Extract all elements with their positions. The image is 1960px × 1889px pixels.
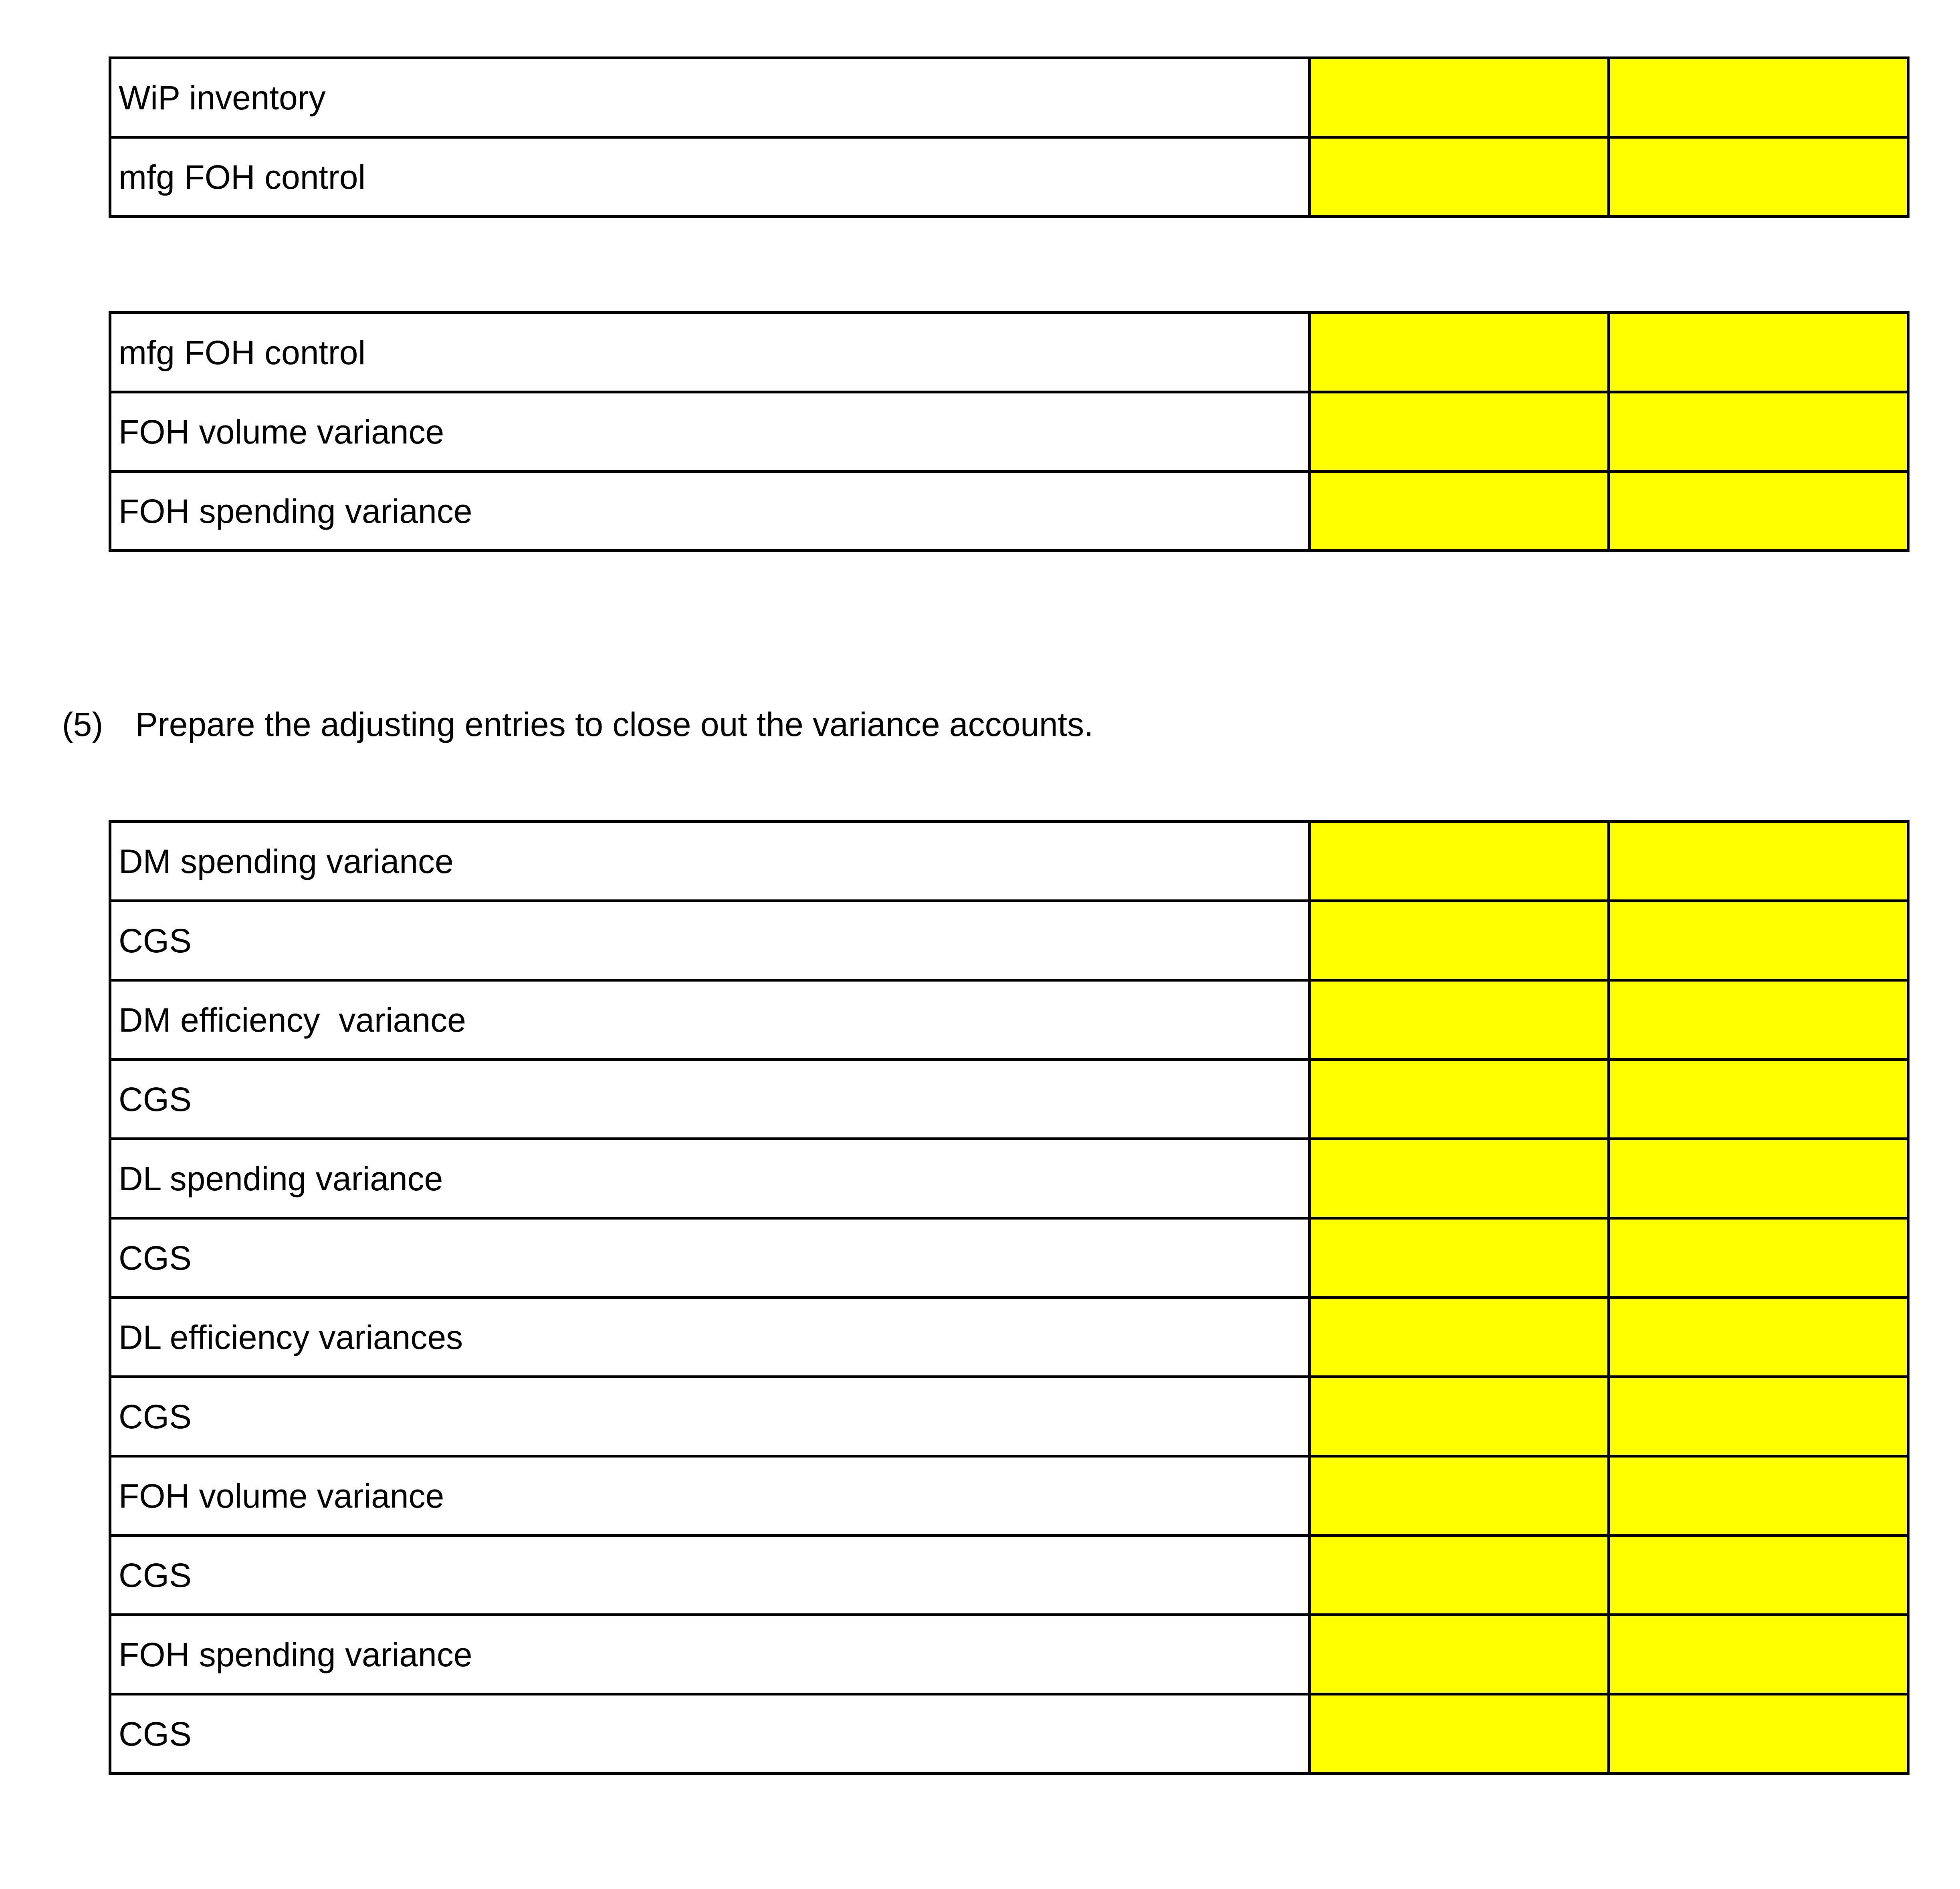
table-row [110, 1377, 1908, 1456]
credit-input-cell[interactable] [1609, 1298, 1908, 1377]
account-cell: DM efficiency variance [110, 980, 1310, 1060]
debit-input-cell[interactable] [1310, 1536, 1609, 1615]
debit-input-cell[interactable] [1310, 1139, 1609, 1218]
credit-input-cell[interactable] [1609, 980, 1908, 1060]
debit-input-cell[interactable] [1310, 1694, 1609, 1774]
credit-input-cell[interactable] [1609, 392, 1908, 472]
credit-input-cell[interactable] [1609, 822, 1908, 901]
account-cell: CGS [110, 1536, 1310, 1615]
table-row [110, 392, 1908, 472]
account-cell: CGS [110, 1218, 1310, 1298]
account-cell: FOH spending variance [110, 472, 1310, 551]
table-row [110, 1139, 1908, 1218]
debit-input-cell[interactable] [1310, 137, 1609, 217]
credit-input-cell[interactable] [1609, 1456, 1908, 1536]
question-text: Prepare the adjusting entries to close out the variance accounts. [135, 706, 1094, 743]
debit-input-cell[interactable] [1310, 1615, 1609, 1694]
debit-input-cell[interactable] [1310, 1060, 1609, 1139]
credit-input-cell[interactable] [1609, 1694, 1908, 1774]
account-cell: WiP inventory [110, 58, 1310, 137]
debit-input-cell[interactable] [1310, 313, 1609, 392]
journal-entry-table-2 [109, 311, 1910, 552]
question-number: (5) [62, 706, 103, 743]
account-cell: DM spending variance [110, 822, 1310, 901]
table-row [110, 137, 1908, 217]
table-row [110, 1060, 1908, 1139]
credit-input-cell[interactable] [1609, 901, 1908, 980]
question-5 [43, 674, 1093, 741]
account-cell: mfg FOH control [110, 313, 1310, 392]
credit-input-cell[interactable] [1609, 137, 1908, 217]
account-cell: FOH volume variance [110, 392, 1310, 472]
debit-input-cell[interactable] [1310, 901, 1609, 980]
debit-input-cell[interactable] [1310, 1456, 1609, 1536]
debit-input-cell[interactable] [1310, 472, 1609, 551]
table-row [110, 901, 1908, 980]
table-row [110, 1298, 1908, 1377]
table-row [110, 1536, 1908, 1615]
journal-entry-table-3 [109, 820, 1910, 1775]
table-row [110, 472, 1908, 551]
debit-input-cell[interactable] [1310, 1298, 1609, 1377]
debit-input-cell[interactable] [1310, 1218, 1609, 1298]
credit-input-cell[interactable] [1609, 1139, 1908, 1218]
table-row [110, 1615, 1908, 1694]
debit-input-cell[interactable] [1310, 58, 1609, 137]
account-cell: FOH volume variance [110, 1456, 1310, 1536]
credit-input-cell[interactable] [1609, 472, 1908, 551]
table-row [110, 313, 1908, 392]
debit-input-cell[interactable] [1310, 980, 1609, 1060]
table-row [110, 980, 1908, 1060]
table-row [110, 58, 1908, 137]
table-row [110, 1694, 1908, 1774]
debit-input-cell[interactable] [1310, 822, 1609, 901]
table-row [110, 1218, 1908, 1298]
account-cell: FOH spending variance [110, 1615, 1310, 1694]
credit-input-cell[interactable] [1609, 1536, 1908, 1615]
account-cell: DL spending variance [110, 1139, 1310, 1218]
credit-input-cell[interactable] [1609, 1060, 1908, 1139]
account-cell: CGS [110, 1694, 1310, 1774]
table-row [110, 822, 1908, 901]
journal-entry-table-1 [109, 56, 1910, 218]
credit-input-cell[interactable] [1609, 1377, 1908, 1456]
account-cell: CGS [110, 1060, 1310, 1139]
credit-input-cell[interactable] [1609, 313, 1908, 392]
credit-input-cell[interactable] [1609, 1218, 1908, 1298]
table-row [110, 1456, 1908, 1536]
account-cell: CGS [110, 1377, 1310, 1456]
credit-input-cell[interactable] [1609, 1615, 1908, 1694]
debit-input-cell[interactable] [1310, 1377, 1609, 1456]
account-cell: DL efficiency variances [110, 1298, 1310, 1377]
credit-input-cell[interactable] [1609, 58, 1908, 137]
account-cell: CGS [110, 901, 1310, 980]
account-cell: mfg FOH control [110, 137, 1310, 217]
debit-input-cell[interactable] [1310, 392, 1609, 472]
